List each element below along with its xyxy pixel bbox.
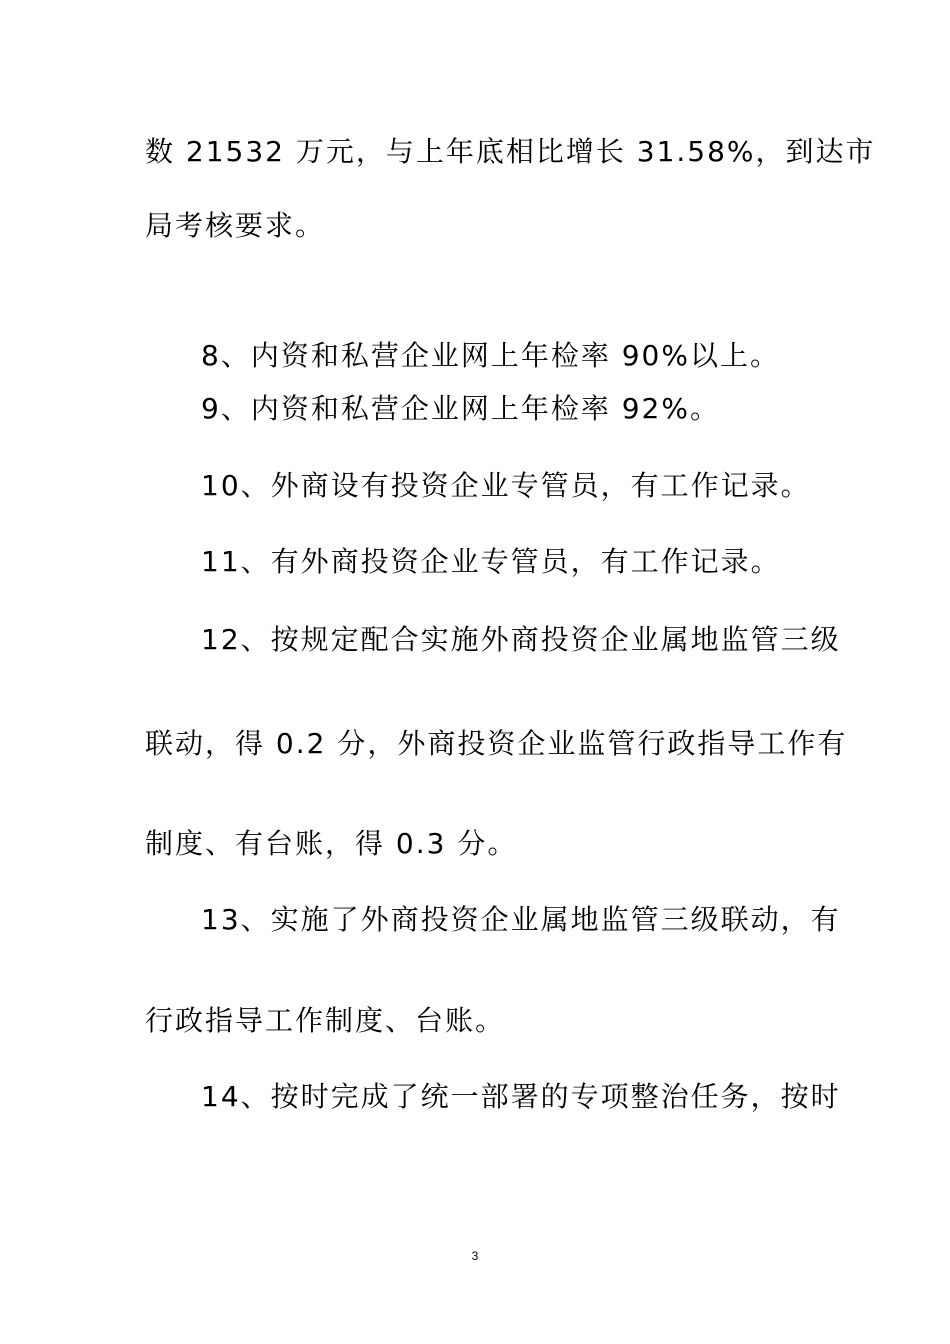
text-line-4: 9、内资和私营企业网上年检率 92%。	[201, 392, 720, 425]
text-line-3: 8、内资和私营企业网上年检率 90%以上。	[201, 339, 780, 372]
text-line-12: 14、按时完成了统一部署的专项整治任务，按时	[201, 1080, 841, 1113]
text-line-1: 数 21532 万元，与上年底相比增长 31.58%，到达市	[145, 135, 876, 168]
text-line-10: 13、实施了外商投资企业属地监管三级联动，有	[201, 903, 841, 936]
text-line-11: 行政指导工作制度、台账。	[145, 1004, 506, 1037]
text-line-7: 12、按规定配合实施外商投资企业属地监管三级	[201, 623, 841, 656]
text-line-5: 10、外商设有投资企业专管员，有工作记录。	[201, 469, 811, 502]
page-number: 3	[471, 1249, 479, 1263]
text-line-6: 11、有外商投资企业专管员，有工作记录。	[201, 545, 781, 578]
text-line-2: 局考核要求。	[145, 209, 326, 242]
text-line-9: 制度、有台账，得 0.3 分。	[145, 827, 518, 860]
text-line-8: 联动，得 0.2 分，外商投资企业监管行政指导工作有	[145, 727, 848, 760]
